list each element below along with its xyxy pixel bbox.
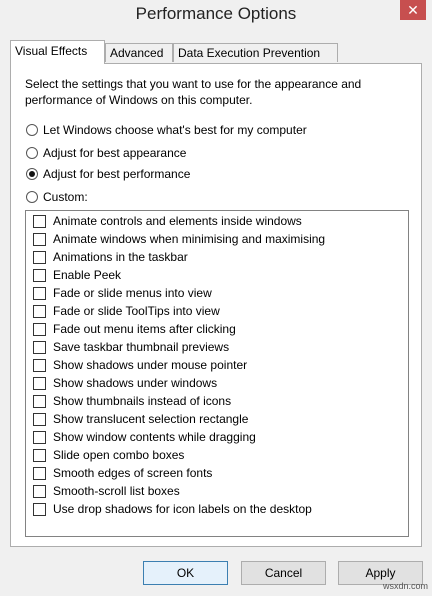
checkbox-label: Show shadows under mouse pointer xyxy=(53,358,248,372)
checkbox-label: Show window contents while dragging xyxy=(53,430,256,444)
checkbox-label: Animate controls and elements inside windows xyxy=(53,214,302,228)
visual-effects-panel xyxy=(10,63,422,547)
list-item[interactable] xyxy=(33,357,247,373)
cancel-button[interactable]: Cancel xyxy=(241,561,326,585)
list-item[interactable] xyxy=(33,411,248,427)
checkbox[interactable] xyxy=(33,431,46,444)
radio-best-appearance[interactable] xyxy=(26,144,186,162)
title-bar xyxy=(0,0,432,32)
list-item[interactable] xyxy=(33,267,121,283)
checkbox[interactable] xyxy=(33,323,46,336)
tab-data-execution-prevention[interactable]: Data Execution Prevention xyxy=(173,43,338,62)
radio-label: Adjust for best appearance xyxy=(43,146,187,160)
checkbox-label: Show thumbnails instead of icons xyxy=(53,394,232,408)
checkbox[interactable] xyxy=(33,341,46,354)
checkbox[interactable] xyxy=(33,503,46,516)
ok-button[interactable]: OK xyxy=(143,561,228,585)
list-item[interactable] xyxy=(33,447,184,463)
checkbox-label: Smooth edges of screen fonts xyxy=(53,466,213,480)
checkbox[interactable] xyxy=(33,215,46,228)
radio-label: Custom: xyxy=(43,190,88,204)
panel-description: Select the settings that you want to use for the appearance and performance of Windows on this computer. xyxy=(25,77,362,107)
checkbox-label: Fade out menu items after clicking xyxy=(53,322,236,336)
list-item[interactable] xyxy=(33,213,302,229)
checkbox-label: Save taskbar thumbnail previews xyxy=(53,340,230,354)
radio-custom[interactable] xyxy=(26,188,88,206)
list-item[interactable] xyxy=(33,339,229,355)
window-title: Performance Options xyxy=(135,4,297,23)
checkbox[interactable] xyxy=(33,413,46,426)
radio-let-windows-choose[interactable] xyxy=(26,121,307,139)
tab-advanced[interactable]: Advanced xyxy=(105,43,173,62)
close-icon[interactable]: ✕ xyxy=(400,0,426,20)
list-item[interactable] xyxy=(33,375,217,391)
checkbox-label: Smooth-scroll list boxes xyxy=(53,484,180,498)
checkbox[interactable] xyxy=(33,467,46,480)
checkbox[interactable] xyxy=(33,395,46,408)
checkbox[interactable] xyxy=(33,359,46,372)
apply-button[interactable]: Apply xyxy=(338,561,423,585)
checkbox-label: Animate windows when minimising and maximising xyxy=(53,232,326,246)
checkbox-label: Use drop shadows for icon labels on the desktop xyxy=(53,502,312,516)
checkbox-label: Fade or slide menus into view xyxy=(53,286,212,300)
list-item[interactable] xyxy=(33,429,256,445)
checkbox[interactable] xyxy=(33,251,46,264)
list-item[interactable] xyxy=(33,321,236,337)
radio-button[interactable] xyxy=(26,124,38,136)
checkbox[interactable] xyxy=(33,233,46,246)
checkbox-label: Fade or slide ToolTips into view xyxy=(53,304,220,318)
radio-label: Let Windows choose what's best for my computer xyxy=(43,123,307,137)
checkbox-label: Animations in the taskbar xyxy=(53,250,188,264)
list-item[interactable] xyxy=(33,393,231,409)
checkbox[interactable] xyxy=(33,377,46,390)
tab-visual-effects[interactable]: Visual Effects xyxy=(10,40,105,64)
tab-strip xyxy=(10,40,422,64)
checkbox[interactable] xyxy=(33,485,46,498)
visual-effects-list[interactable] xyxy=(25,210,409,537)
checkbox[interactable] xyxy=(33,269,46,282)
list-item[interactable] xyxy=(33,465,212,481)
watermark: wsxdn.com xyxy=(382,581,428,591)
checkbox-label: Enable Peek xyxy=(53,268,122,282)
list-item[interactable] xyxy=(33,483,180,499)
checkbox-label: Show shadows under windows xyxy=(53,376,218,390)
checkbox[interactable] xyxy=(33,305,46,318)
list-item[interactable] xyxy=(33,285,212,301)
list-item[interactable] xyxy=(33,231,325,247)
radio-label: Adjust for best performance xyxy=(43,167,191,181)
radio-button-selected[interactable] xyxy=(26,168,38,180)
checkbox[interactable] xyxy=(33,287,46,300)
radio-button[interactable] xyxy=(26,147,38,159)
checkbox[interactable] xyxy=(33,449,46,462)
checkbox-label: Show translucent selection rectangle xyxy=(53,412,249,426)
list-item[interactable] xyxy=(33,501,312,517)
radio-button[interactable] xyxy=(26,191,38,203)
list-item[interactable] xyxy=(33,249,188,265)
checkbox-label: Slide open combo boxes xyxy=(53,448,185,462)
radio-best-performance[interactable] xyxy=(26,165,190,183)
list-item[interactable] xyxy=(33,303,220,319)
